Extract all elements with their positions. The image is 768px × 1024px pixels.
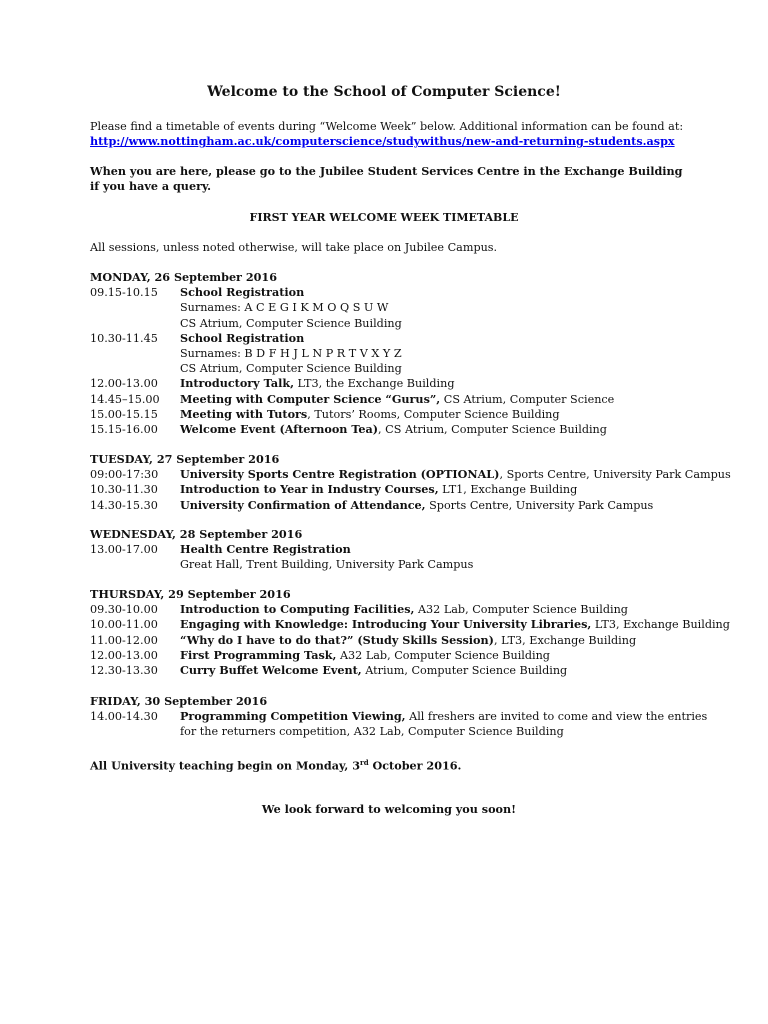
event-desc bbox=[180, 602, 710, 617]
event-time: 14.45–15.00 bbox=[90, 392, 160, 406]
event-title: Introductory Talk, bbox=[180, 376, 294, 391]
event-row bbox=[90, 482, 710, 497]
event-desc bbox=[180, 331, 710, 346]
event-time: 10.30-11.30 bbox=[90, 483, 158, 497]
day-wednesday bbox=[90, 527, 710, 573]
event-title: Introduction to Year in Industry Courses, bbox=[180, 482, 439, 497]
event-desc bbox=[180, 422, 710, 437]
event-row bbox=[90, 633, 710, 648]
event-info: Sports Centre, University Park Campus bbox=[425, 498, 654, 512]
event-row bbox=[90, 376, 710, 391]
event-desc bbox=[180, 376, 710, 391]
day-monday bbox=[90, 270, 710, 437]
event-title: Health Centre Registration bbox=[180, 542, 351, 557]
event-desc bbox=[180, 498, 710, 513]
event-time: 15.15-16.00 bbox=[90, 423, 158, 437]
event-info: , CS Atrium, Computer Science Building bbox=[378, 423, 607, 437]
event-info: A32 Lab, Computer Science Building bbox=[336, 648, 550, 662]
event-info: LT3, Exchange Building bbox=[591, 618, 730, 632]
event-title: Engaging with Knowledge: Introducing Your University Libraries, bbox=[180, 617, 592, 632]
event-desc bbox=[180, 617, 730, 632]
event-detail: Surnames: B D F H J L N P R T V X Y Z bbox=[180, 347, 402, 361]
event-time: 10.00-11.00 bbox=[90, 618, 158, 632]
intro-paragraph bbox=[90, 119, 690, 149]
event-info: LT3, the Exchange Building bbox=[293, 377, 455, 391]
event-desc bbox=[180, 482, 710, 497]
event-row bbox=[90, 467, 731, 482]
event-desc bbox=[180, 542, 710, 557]
event-row bbox=[90, 602, 710, 617]
event-time: 13.00-17.00 bbox=[90, 543, 158, 557]
event-location: for the returners competition, A32 Lab, Computer Science Building bbox=[180, 725, 564, 739]
ordinal-suffix: rd bbox=[360, 758, 369, 767]
event-title: Meeting with Tutors bbox=[180, 406, 308, 421]
info-link[interactable]: http://www.nottingham.ac.uk/computerscience/studywithus/new-and-returning-students.aspx bbox=[90, 134, 675, 149]
event-time: 11.00-12.00 bbox=[90, 633, 158, 647]
event-title: Welcome Event (Afternoon Tea) bbox=[180, 422, 379, 437]
page-title: Welcome to the School of Computer Science! bbox=[207, 84, 561, 100]
event-time: 09:00-17:30 bbox=[90, 468, 159, 482]
event-time: 12.00-13.00 bbox=[90, 377, 158, 391]
teaching-start-date: October 2016. bbox=[368, 758, 462, 773]
event-row bbox=[90, 392, 710, 407]
event-time: 14.30-15.30 bbox=[90, 498, 158, 512]
event-row bbox=[90, 542, 710, 557]
event-row bbox=[90, 422, 710, 437]
event-desc bbox=[180, 709, 710, 724]
event-row bbox=[90, 648, 710, 663]
event-location: Great Hall, Trent Building, University Park Campus bbox=[180, 558, 474, 572]
event-row bbox=[90, 285, 710, 300]
sessions-note: All sessions, unless noted otherwise, will take place on Jubilee Campus. bbox=[90, 241, 498, 254]
event-info: , Tutors’ Rooms, Computer Science Building bbox=[307, 407, 560, 421]
day-thursday bbox=[90, 587, 730, 678]
event-time: 09.15-10.15 bbox=[90, 286, 158, 300]
day-title: FRIDAY, 30 September 2016 bbox=[90, 694, 268, 708]
event-time: 09.30-10.00 bbox=[90, 603, 158, 617]
event-desc bbox=[180, 663, 710, 678]
event-time: 12.30-13.30 bbox=[90, 664, 158, 678]
event-title: University Confirmation of Attendance, bbox=[180, 497, 426, 512]
event-row bbox=[90, 663, 710, 678]
event-time: 10.30-11.45 bbox=[90, 331, 158, 345]
event-info: , Sports Centre, University Park Campus bbox=[499, 468, 731, 482]
event-title: Curry Buffet Welcome Event, bbox=[180, 663, 362, 678]
event-info: Atrium, Computer Science Building bbox=[361, 664, 568, 678]
day-title: WEDNESDAY, 28 September 2016 bbox=[90, 527, 303, 541]
event-row bbox=[90, 407, 710, 422]
day-title: TUESDAY, 27 September 2016 bbox=[90, 452, 280, 466]
event-desc bbox=[180, 633, 710, 648]
event-time: 12.00-13.00 bbox=[90, 648, 158, 662]
teaching-start-note bbox=[90, 755, 461, 774]
teaching-start-text: All University teaching begin on Monday, 3 bbox=[90, 758, 361, 773]
event-title: First Programming Task, bbox=[180, 647, 337, 662]
event-title: School Registration bbox=[180, 330, 305, 345]
event-title: School Registration bbox=[180, 285, 305, 300]
event-row bbox=[90, 709, 710, 724]
event-info: LT1, Exchange Building bbox=[438, 483, 578, 497]
event-title: Introduction to Computing Facilities, bbox=[180, 602, 415, 617]
event-time: 14.00-14.30 bbox=[90, 710, 158, 724]
event-info: , LT3, Exchange Building bbox=[493, 633, 637, 647]
event-desc bbox=[180, 392, 710, 407]
event-title: Programming Competition Viewing, bbox=[180, 709, 406, 724]
day-friday bbox=[90, 694, 710, 740]
event-title: Meeting with Computer Science “Gurus”, bbox=[180, 391, 441, 406]
closing-message: We look forward to welcoming you soon! bbox=[261, 802, 517, 816]
day-tuesday bbox=[90, 452, 731, 513]
event-detail: Surnames: A C E G I K M O Q S U W bbox=[180, 301, 389, 315]
event-row bbox=[90, 331, 710, 346]
event-row bbox=[90, 498, 710, 513]
day-title: THURSDAY, 29 September 2016 bbox=[90, 587, 291, 601]
event-info: CS Atrium, Computer Science bbox=[440, 392, 615, 406]
event-location: CS Atrium, Computer Science Building bbox=[180, 362, 402, 376]
timetable-heading: FIRST YEAR WELCOME WEEK TIMETABLE bbox=[249, 211, 519, 224]
event-title: “Why do I have to do that?” (Study Skills Session) bbox=[180, 632, 494, 647]
event-info: A32 Lab, Computer Science Building bbox=[414, 603, 628, 617]
query-note: When you are here, please go to the Jubilee Student Services Centre in the Exchange Building if you have a query. bbox=[90, 164, 683, 194]
event-desc bbox=[180, 407, 710, 422]
event-title: University Sports Centre Registration (OPTIONAL) bbox=[180, 467, 500, 482]
day-title: MONDAY, 26 September 2016 bbox=[90, 270, 277, 284]
event-time: 15.00-15.15 bbox=[90, 407, 158, 421]
event-row bbox=[90, 617, 730, 632]
event-desc bbox=[180, 285, 710, 300]
event-info: All freshers are invited to come and view the entries bbox=[405, 710, 708, 724]
event-location: CS Atrium, Computer Science Building bbox=[180, 316, 402, 330]
event-desc bbox=[180, 467, 731, 482]
intro-text: Please find a timetable of events during “Welcome Week” below. Additional information can be found at: bbox=[90, 120, 684, 133]
event-desc bbox=[180, 648, 710, 663]
